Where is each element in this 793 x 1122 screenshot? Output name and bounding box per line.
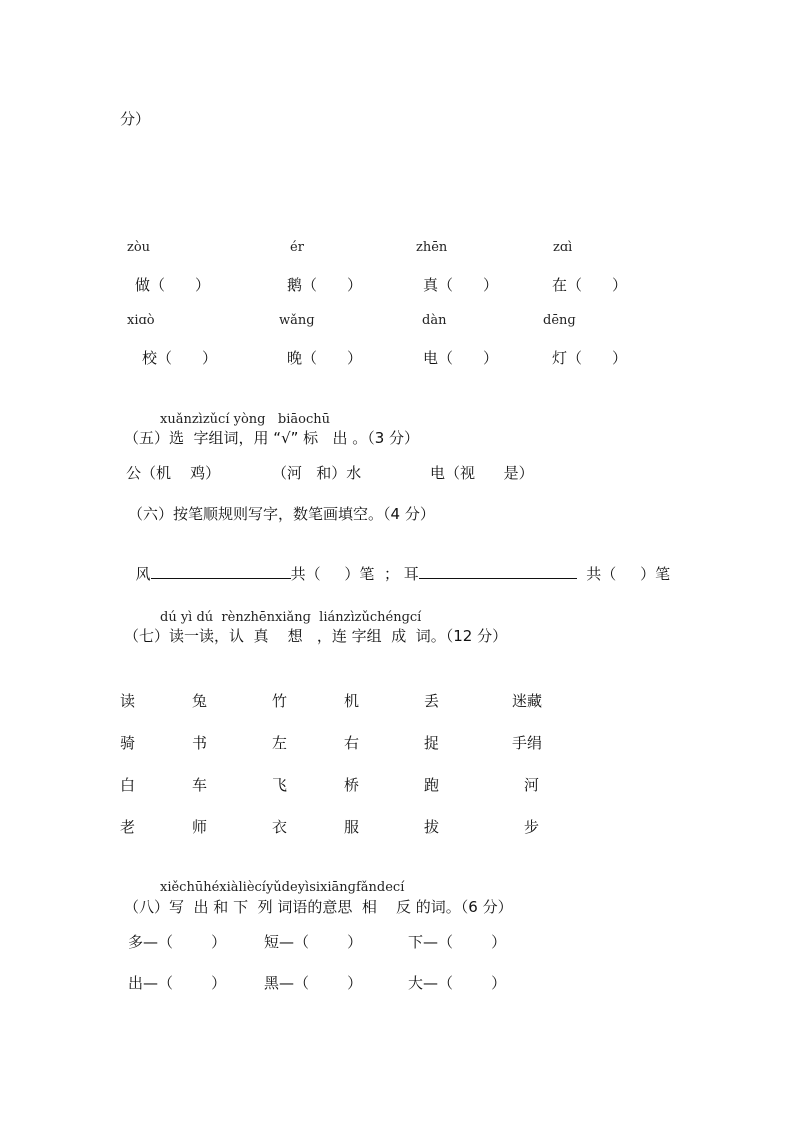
char-item: [142, 347, 217, 368]
answer-blank[interactable]: （ ）: [438, 349, 499, 367]
grid-word[interactable]: 飞: [272, 776, 288, 794]
grid-word[interactable]: 跑: [424, 776, 440, 794]
char: 真: [423, 276, 439, 294]
grid-word[interactable]: 迷藏: [512, 692, 543, 710]
stroke-order-line: [126, 545, 670, 584]
antonym-item[interactable]: 多—（ ）: [128, 933, 227, 951]
grid-word[interactable]: 丢: [424, 692, 440, 710]
answer-blank[interactable]: （ ）: [157, 349, 218, 367]
section-title: （六）按笔顺规则写字，数笔画填空。（4 分）: [128, 505, 435, 523]
grid-word[interactable]: 读: [120, 692, 136, 710]
pinyin: dēnɡ: [543, 313, 576, 328]
grid-word[interactable]: 兔: [192, 692, 208, 710]
grid-word[interactable]: 河: [524, 776, 540, 794]
grid-word[interactable]: 服: [344, 818, 360, 836]
char-item: [135, 274, 210, 295]
char: 鹅: [287, 276, 303, 294]
section-pinyin: dú yì dú rènzhēnxiǎnɡ liánzìzǔchénɡcí: [160, 610, 422, 625]
grid-word[interactable]: 捉: [424, 734, 440, 752]
grid-word[interactable]: 老: [120, 818, 136, 836]
pinyin: wǎnɡ: [279, 313, 315, 328]
section-title: （七）读一读，认 真 想 ，连 字组 成 词。（12 分）: [124, 627, 508, 645]
grid-word[interactable]: 拔: [424, 818, 440, 836]
write-line[interactable]: [419, 564, 577, 579]
char: 风: [135, 565, 151, 583]
char: 做: [135, 276, 151, 294]
section-pinyin: xiěchūhéxiàliècíyǔdeyìsixiānɡfǎndecí: [160, 880, 405, 895]
char: 校: [142, 349, 158, 367]
choice-item[interactable]: 公（机 鸡）: [126, 464, 221, 482]
pinyin: dàn: [422, 313, 447, 328]
pinyin: zhēn: [416, 240, 448, 255]
answer-blank[interactable]: （ ）: [567, 349, 628, 367]
antonym-item[interactable]: 短—（ ）: [264, 933, 363, 951]
grid-word[interactable]: 机: [344, 692, 360, 710]
char: 耳: [403, 565, 419, 583]
answer-blank[interactable]: （ ）: [302, 349, 363, 367]
grid-word[interactable]: 骑: [120, 734, 136, 752]
pinyin: zɑì: [553, 240, 573, 255]
grid-word[interactable]: 书: [192, 734, 208, 752]
char-item: [552, 347, 627, 368]
char-item: [287, 274, 362, 295]
char: 灯: [552, 349, 568, 367]
stroke-count[interactable]: 共（ ）笔 ；: [290, 565, 399, 583]
antonym-item[interactable]: 出—（ ）: [128, 974, 227, 992]
choice-item[interactable]: （河 和）水: [272, 464, 362, 482]
grid-word[interactable]: 桥: [344, 776, 360, 794]
answer-blank[interactable]: （ ）: [438, 276, 499, 294]
grid-word[interactable]: 竹: [272, 692, 288, 710]
pinyin: ér: [290, 240, 304, 255]
grid-word[interactable]: 衣: [272, 818, 288, 836]
stroke-count[interactable]: 共（ ）笔: [586, 565, 671, 583]
pinyin: xiɑò: [127, 313, 155, 328]
char: 晚: [287, 349, 303, 367]
answer-blank[interactable]: （ ）: [150, 276, 211, 294]
section-title: （五）选 字组词，用 “√” 标 出 。（3 分）: [124, 429, 420, 447]
write-line[interactable]: [151, 564, 291, 579]
section-pinyin: xuǎnzìzǔcí yòng biāochū: [160, 412, 330, 427]
char-item: [287, 347, 362, 368]
grid-word[interactable]: 白: [120, 776, 136, 794]
char: 在: [552, 276, 568, 294]
grid-word[interactable]: 右: [344, 734, 360, 752]
antonym-item[interactable]: 黑—（ ）: [264, 974, 363, 992]
previous-page-fragment: 分）: [120, 110, 151, 128]
antonym-item[interactable]: 下—（ ）: [408, 933, 507, 951]
answer-blank[interactable]: （ ）: [567, 276, 628, 294]
grid-word[interactable]: 手绢: [512, 734, 543, 752]
grid-word[interactable]: 左: [272, 734, 288, 752]
antonym-item[interactable]: 大—（ ）: [408, 974, 507, 992]
grid-word[interactable]: 车: [192, 776, 208, 794]
char: 电: [423, 349, 439, 367]
char-item: [552, 274, 627, 295]
answer-blank[interactable]: （ ）: [302, 276, 363, 294]
grid-word[interactable]: 步: [524, 818, 540, 836]
char-item: [423, 347, 498, 368]
grid-word[interactable]: 师: [192, 818, 208, 836]
pinyin: zòu: [127, 240, 151, 255]
section-title: （八）写 出 和 下 列 词语的意思 相 反 的词。（6 分）: [124, 898, 513, 916]
char-item: [423, 274, 498, 295]
choice-item[interactable]: 电（视 是）: [430, 464, 534, 482]
